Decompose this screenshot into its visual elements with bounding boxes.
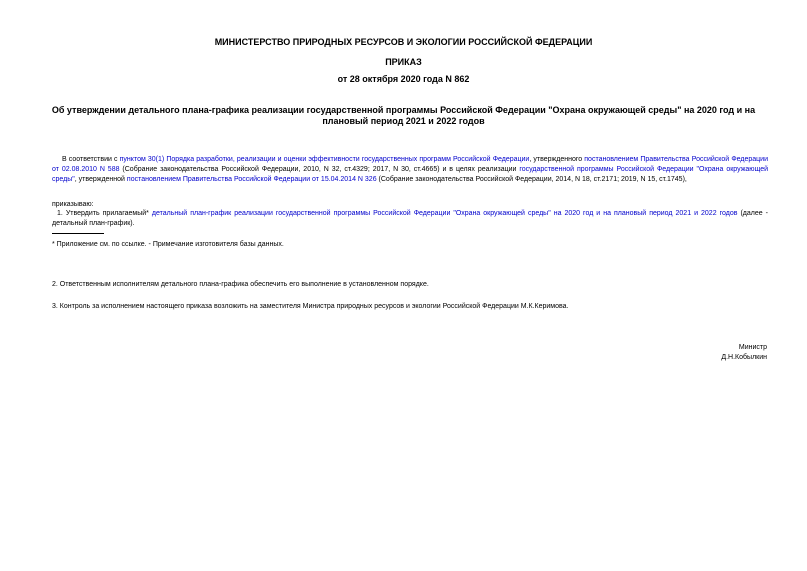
order-word: приказываю:: [52, 201, 94, 208]
item-1-paragraph: [52, 209, 768, 229]
link-procedure-30-1[interactable]: пунктом 30(1) Порядка разработки, реализации и оценки эффективности государственных программ Российской Федерации: [119, 156, 530, 163]
signature-name: Д.Н.Кобылкин: [721, 354, 767, 361]
footnote: * Приложение см. по ссылке. - Примечание изготовителя базы данных.: [52, 241, 284, 248]
document-date: от 28 октября 2020 года N 862: [337, 74, 470, 84]
document-type: ПРИКАЗ: [385, 57, 422, 67]
link-resolution-588[interactable]: постановлением Правительства Российской Федерации от 02.08.2010 N 588: [52, 156, 769, 173]
preamble-text-5: (Собрание законодательства Российской Федерации, 2014, N 18, ст.2171; 2019, N 15, ст.1745),: [376, 176, 687, 183]
document-title: Об утверждении детального плана-графика реализации государственной программы Российской Федерации "Охрана окружающей среды" на 2020 год и на плановый период 2021 и 2022 годов: [51, 105, 756, 126]
item-1-text-2: (далее - детальный план-график).: [52, 210, 768, 227]
link-resolution-326[interactable]: постановлением Правительства Российской Федерации от 15.04.2014 N 326: [126, 176, 377, 183]
item-3-paragraph: 3. Контроль за исполнением настоящего приказа возложить на заместителя Министра природных ресурсов и экологии Российской Федерации М.К.Керимова.: [52, 303, 569, 310]
preamble-text-1: В соответствии с: [62, 156, 120, 163]
item-2-paragraph: 2. Ответственным исполнителям детального плана-графика обеспечить его выполнение в установленном порядке.: [52, 281, 429, 288]
link-state-program[interactable]: государственной программы Российской Федерации "Охрана окружающей среды": [52, 166, 768, 183]
preamble-text-4: , утвержденной: [74, 176, 127, 183]
item-1-text-1: 1. Утвердить прилагаемый*: [57, 210, 152, 217]
ministry-heading: МИНИСТЕРСТВО ПРИРОДНЫХ РЕСУРСОВ И ЭКОЛОГИИ РОССИЙСКОЙ ФЕДЕРАЦИИ: [214, 37, 593, 47]
link-detailed-plan-schedule[interactable]: детальный план-график реализации государственной программы Российской Федерации "Охрана окружающей среды" на 2020 год и на плановый период 2021 и 2022 годов: [151, 210, 738, 217]
footnote-divider: [52, 233, 104, 234]
preamble-text-3: (Собрание законодательства Российской Федерации, 2010, N 32, ст.4329; 2017, N 30, ст.4665) и в целях реализации: [119, 166, 520, 173]
preamble-paragraph: [52, 155, 768, 185]
signature-position: Министр: [738, 344, 767, 351]
preamble-text-2: , утвержденного: [529, 156, 585, 163]
